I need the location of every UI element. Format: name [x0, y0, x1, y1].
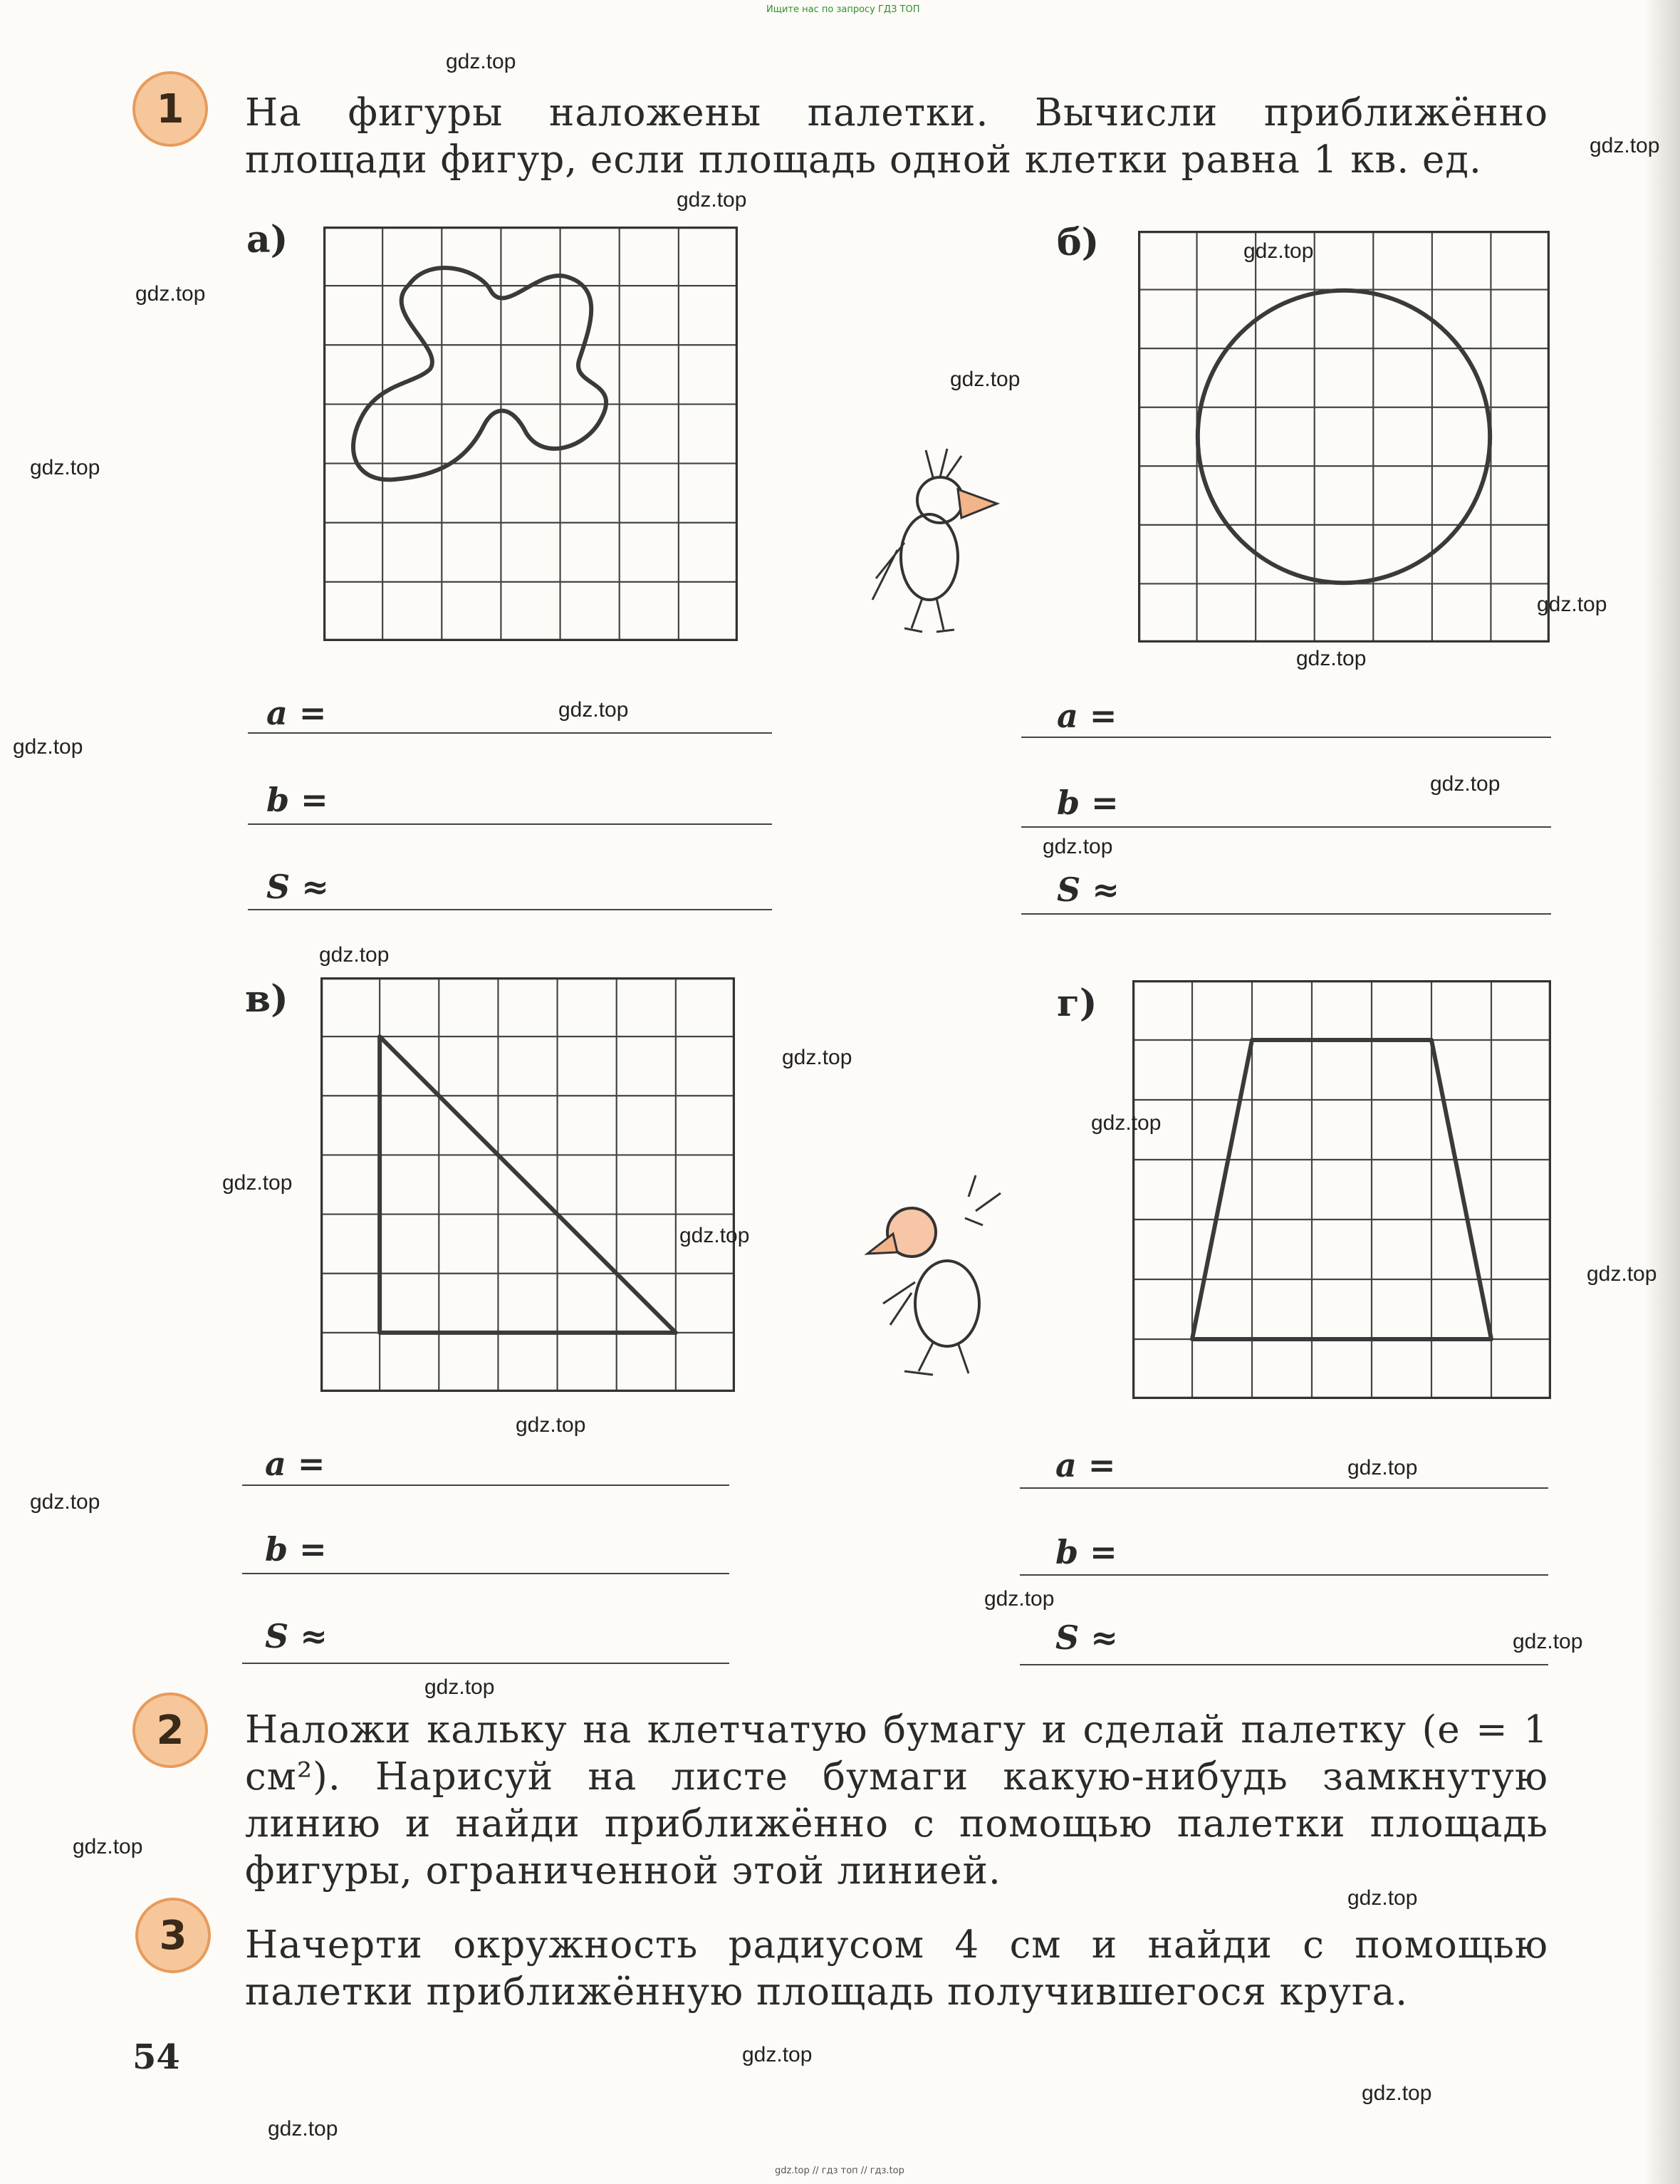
part-label-b: б) — [1057, 221, 1100, 264]
grid-border — [1134, 982, 1550, 1398]
watermark: gdz.top — [135, 282, 206, 306]
answer-s-label: S ≈ — [1057, 870, 1120, 909]
answer-a-label: a = — [1055, 1446, 1116, 1484]
watermark: gdz.top — [1043, 835, 1113, 858]
watermark: gdz.top — [1590, 134, 1660, 157]
answer-line[interactable] — [1020, 1664, 1548, 1665]
task-text: Наложи кальку на клетчатую бумагу и сделай палетку (e = 1 см²). Нарисуй на листе бумаги какую-нибудь замкнутую линию и найди приближённо с помощью палетки площадь фигуры, ограниченной этой линией. — [245, 1708, 1548, 1893]
triangle-shape — [380, 1036, 676, 1333]
answer-line[interactable] — [242, 1484, 729, 1486]
task-number-badge: 3 — [135, 1898, 211, 1973]
page-edge — [1644, 0, 1680, 2184]
answer-b-label: b = — [1055, 1533, 1117, 1571]
watermark: gdz.top — [424, 1675, 495, 1699]
watermark: gdz.top — [782, 1046, 852, 1069]
grid-g — [1132, 980, 1551, 1399]
watermark: gdz.top — [742, 2043, 813, 2066]
answer-line[interactable] — [1020, 1574, 1548, 1576]
answer-b-label: b = — [1057, 784, 1119, 822]
watermark: gdz.top — [1347, 1886, 1418, 1910]
answer-a-label: a = — [266, 694, 327, 732]
part-label-a: а) — [246, 218, 288, 261]
task-text: На фигуры наложены палетки. Вычисли приближённо площади фигур, если площадь одной клетки равна 1 кв. ед. — [245, 91, 1548, 182]
answer-line[interactable] — [248, 732, 772, 734]
answer-line[interactable] — [242, 1663, 729, 1664]
answer-line[interactable] — [1021, 737, 1551, 738]
grid-border — [1139, 232, 1549, 642]
task-number-badge: 1 — [132, 71, 208, 147]
watermark: gdz.top — [516, 1413, 586, 1437]
grid-border — [325, 228, 737, 640]
watermark: gdz.top — [30, 456, 100, 479]
watermark: gdz.top — [1430, 772, 1501, 796]
closed-curve-shape — [353, 268, 606, 479]
top-note: Ищите нас по запросу ГДЗ ТОП — [766, 4, 920, 15]
answer-s-label: S ≈ — [1055, 1618, 1118, 1657]
watermark: gdz.top — [1243, 239, 1314, 263]
watermark: gdz.top — [13, 735, 83, 759]
page-number: 54 — [132, 2037, 180, 2077]
part-label-g: г) — [1057, 982, 1097, 1025]
watermark: gdz.top — [677, 188, 747, 212]
answer-s-label: S ≈ — [265, 1617, 328, 1655]
grid-a — [323, 227, 738, 641]
part-label-v: в) — [245, 977, 288, 1021]
bird-icon — [855, 436, 1018, 643]
watermark: gdz.top — [1537, 593, 1607, 616]
answer-line[interactable] — [242, 1573, 729, 1574]
watermark: gdz.top — [679, 1224, 750, 1247]
answer-a-label: a = — [265, 1445, 325, 1483]
watermark: gdz.top — [558, 698, 629, 722]
circle-shape — [1198, 291, 1490, 583]
task-text: Начерти окружность радиусом 4 см и найди с помощью палетки приближённую площадь получившегося круга. — [245, 1923, 1548, 2014]
watermark: gdz.top — [1296, 647, 1367, 670]
watermark: gdz.top — [222, 1171, 293, 1195]
grid-b — [1138, 231, 1550, 643]
watermark: gdz.top — [950, 368, 1021, 391]
watermark: gdz.top — [1362, 2081, 1432, 2105]
bird-icon — [862, 1168, 1018, 1382]
answer-line[interactable] — [248, 823, 772, 825]
watermark: gdz.top — [319, 943, 390, 967]
answer-a-label: a = — [1057, 697, 1117, 735]
task-number-badge: 2 — [132, 1692, 208, 1768]
answer-line[interactable] — [1021, 826, 1551, 828]
watermark: gdz.top — [30, 1490, 100, 1514]
answer-b-label: b = — [266, 781, 328, 819]
watermark: gdz.top — [1587, 1262, 1657, 1286]
answer-b-label: b = — [265, 1530, 327, 1569]
watermark: gdz.top — [73, 1835, 143, 1858]
answer-s-label: S ≈ — [266, 868, 329, 906]
bottom-note: gdz.top // гдз топ // гдз.top — [775, 2165, 904, 2176]
answer-line[interactable] — [1021, 913, 1551, 915]
trapezoid-shape — [1192, 1040, 1491, 1339]
answer-line[interactable] — [1020, 1487, 1548, 1489]
watermark: gdz.top — [1513, 1630, 1583, 1653]
watermark: gdz.top — [1347, 1456, 1418, 1480]
watermark: gdz.top — [268, 2117, 338, 2141]
watermark: gdz.top — [1091, 1111, 1162, 1135]
answer-line[interactable] — [248, 909, 772, 910]
watermark: gdz.top — [984, 1587, 1055, 1611]
watermark: gdz.top — [446, 50, 516, 73]
grid-v — [320, 977, 735, 1392]
